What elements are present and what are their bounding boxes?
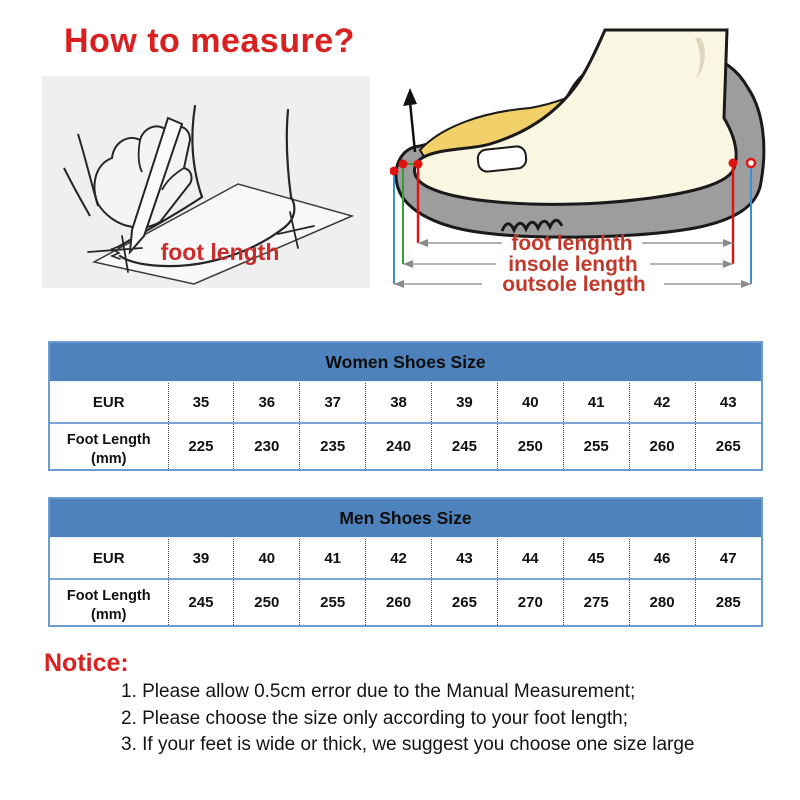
size-cell: 41 [563,383,629,423]
men-size-table [48,497,763,627]
size-cell: 47 [695,539,761,579]
size-cell: 35 [168,383,234,423]
size-cell: 43 [695,383,761,423]
women-size-table [48,341,763,471]
length-cell: 230 [234,423,300,469]
size-cell: 41 [300,539,366,579]
page-title: How to measure? [64,22,355,60]
up-arrow-icon [403,88,417,152]
size-cell: 42 [366,539,432,579]
size-cell: 44 [497,539,563,579]
men-footlength-row [50,579,761,625]
length-cell: 250 [497,423,563,469]
size-cell: 45 [563,539,629,579]
size-cell: 39 [432,383,498,423]
length-cell: 275 [563,579,629,625]
length-cell: 260 [629,423,695,469]
length-cell: 240 [366,423,432,469]
length-cell: 265 [695,423,761,469]
row-header-eur: EUR [92,550,125,567]
size-cell: 40 [234,539,300,579]
foot-length-label: foot lenghth [511,232,633,255]
length-cell: 255 [563,423,629,469]
foot-tracing-drawing [42,76,370,288]
notice-item: 2. Please choose the size only according to your foot length; [121,707,628,729]
women-footlength-row [50,423,761,469]
length-cell: 280 [629,579,695,625]
length-cell: 245 [432,423,498,469]
length-cell: 225 [168,423,234,469]
row-header-eur: EUR [92,394,125,411]
notice-section [121,679,694,759]
notice-title: Notice: [44,649,129,677]
foot-measure-illustration [42,76,370,288]
foot-and-leg [414,30,736,204]
shoe-diagram-drawing [390,0,800,300]
foot-length-caption: foot length [160,239,280,265]
size-cell: 36 [234,383,300,423]
women-eur-row [50,383,761,423]
insole-length-label: insole length [508,253,638,276]
length-cell: 245 [168,579,234,625]
women-table-title: Women Shoes Size [50,343,761,383]
row-header-foot-length: Foot Length (mm) [50,579,168,625]
size-cell: 38 [366,383,432,423]
size-cell: 37 [300,383,366,423]
notice-item: 3. If your feet is wide or thick, we suggest you choose one size large [121,734,695,755]
length-cell: 270 [497,579,563,625]
men-eur-row [50,539,761,579]
outsole-length-label: outsole length [502,273,646,296]
men-table-title: Men Shoes Size [50,499,761,539]
length-cell: 265 [432,579,498,625]
length-cell: 255 [300,579,366,625]
length-cell: 285 [695,579,761,625]
length-cell: 260 [366,579,432,625]
size-cell: 46 [629,539,695,579]
length-cell: 235 [300,423,366,469]
length-cell: 250 [234,579,300,625]
row-header-foot-length: Foot Length (mm) [50,423,168,469]
size-cell: 43 [432,539,498,579]
size-cell: 40 [497,383,563,423]
notice-item: 1. Please allow 0.5cm error due to the Manual Measurement; [121,681,636,702]
size-cell: 42 [629,383,695,423]
toe-cap-highlight [477,146,527,173]
size-cell: 39 [168,539,234,579]
shoe-cross-section-diagram [390,0,800,300]
